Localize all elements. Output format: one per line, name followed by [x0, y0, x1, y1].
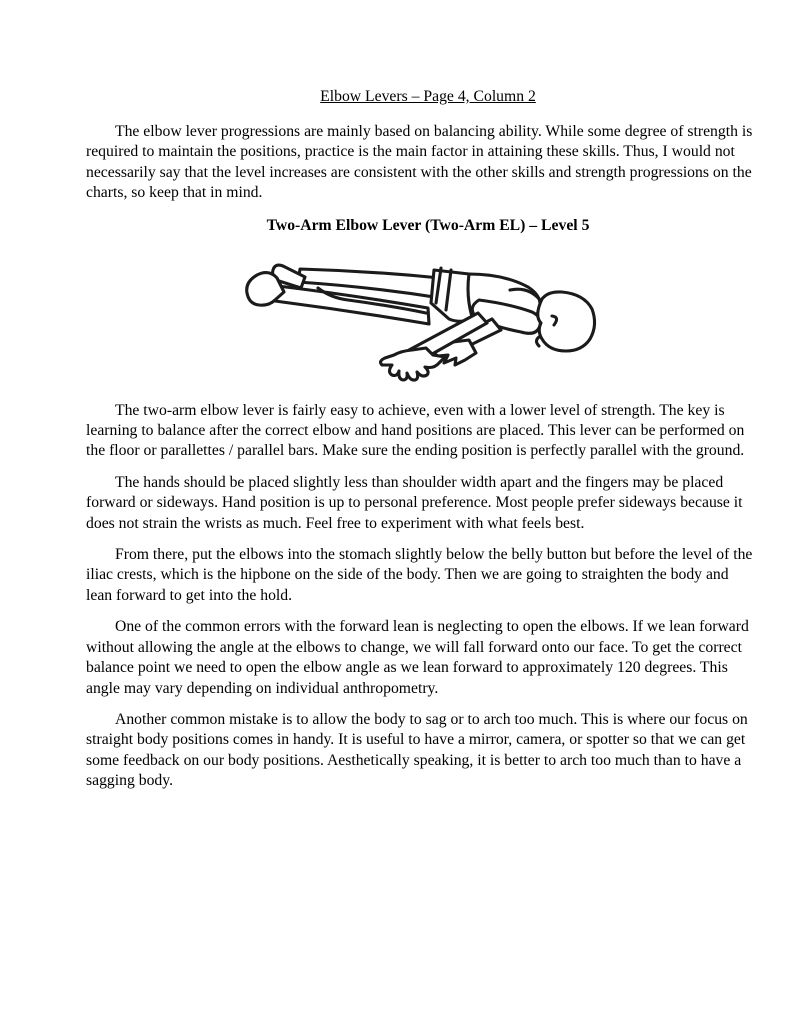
paragraph-line: lean forward to get into the hold. [86, 586, 293, 604]
section-heading: Two-Arm Elbow Lever (Two-Arm EL) – Level 5 [266, 216, 590, 234]
paragraph-line: balance point we need to open the elbow angle as we lean forward to approximately 120 degrees. This [86, 659, 728, 677]
paragraph [86, 617, 770, 699]
paragraph-line: One of the common errors with the forward lean is neglecting to open the elbows. If we lean forward [115, 618, 749, 636]
paragraph-line: charts, so keep that in mind. [86, 184, 263, 202]
paragraph [86, 122, 770, 204]
paragraph-line: iliac crests, which is the hipbone on the side of the body. Then we are going to straighten the body and [86, 566, 729, 584]
paragraph-line: some feedback on our body positions. Aesthetically speaking, it is better to arch too much than to have a [86, 751, 742, 769]
document-title: Elbow Levers – Page 4, Column 2 [320, 88, 536, 105]
paragraph [86, 473, 770, 534]
paragraph-line: From there, put the elbows into the stomach slightly below the belly button but before the level of the [115, 546, 753, 564]
paragraph [86, 545, 770, 606]
paragraph-line: without allowing the angle at the elbows to change, we will fall forward onto our face. To get the correct [86, 638, 742, 656]
paragraph-line: The two-arm elbow lever is fairly easy to achieve, even with a lower level of strength. The key is [115, 401, 725, 419]
intro-paragraphs [86, 122, 770, 204]
paragraph-line: does not strain the wrists as much. Feel free to experiment with what feels best. [86, 514, 585, 532]
chin-mark [537, 337, 540, 346]
paragraph-line: the floor or parallettes / parallel bars. Make sure the ending position is perfectly parallel with the ground. [86, 442, 745, 460]
paragraph-line: Another common mistake is to allow the body to sag or to arch too much. This is where our focus on [115, 710, 748, 728]
paragraph-line: angle may vary depending on individual anthropometry. [86, 679, 439, 697]
paragraph-line: sagging body. [86, 772, 174, 790]
elbow-lever-illustration [242, 261, 614, 387]
paragraph-line: straight body positions comes in handy. It is useful to have a mirror, camera, or spotter so that we can get [86, 731, 746, 749]
paragraph-line: The hands should be placed slightly less than shoulder width apart and the fingers may be placed [115, 473, 724, 491]
head [538, 292, 595, 351]
paragraph [86, 401, 770, 462]
paragraph-line: necessarily say that the level increases are consistent with the other skills and strength progressions on the [86, 163, 752, 181]
paragraph-line: learning to balance after the correct elbow and hand positions are placed. This lever can be performed on [86, 422, 745, 440]
elbow-lever-drawing [242, 261, 614, 387]
body-paragraphs [86, 401, 770, 792]
paragraph [86, 710, 770, 792]
paragraph-line: The elbow lever progressions are mainly based on balancing ability. While some degree of strength is [115, 123, 753, 140]
paragraph-line: forward or sideways. Hand position is up to personal preference. Most people prefer sideways because it [86, 494, 743, 512]
paragraph-line: required to maintain the positions, practice is the main factor in attaining these skills. Thus, I would not [86, 143, 735, 161]
